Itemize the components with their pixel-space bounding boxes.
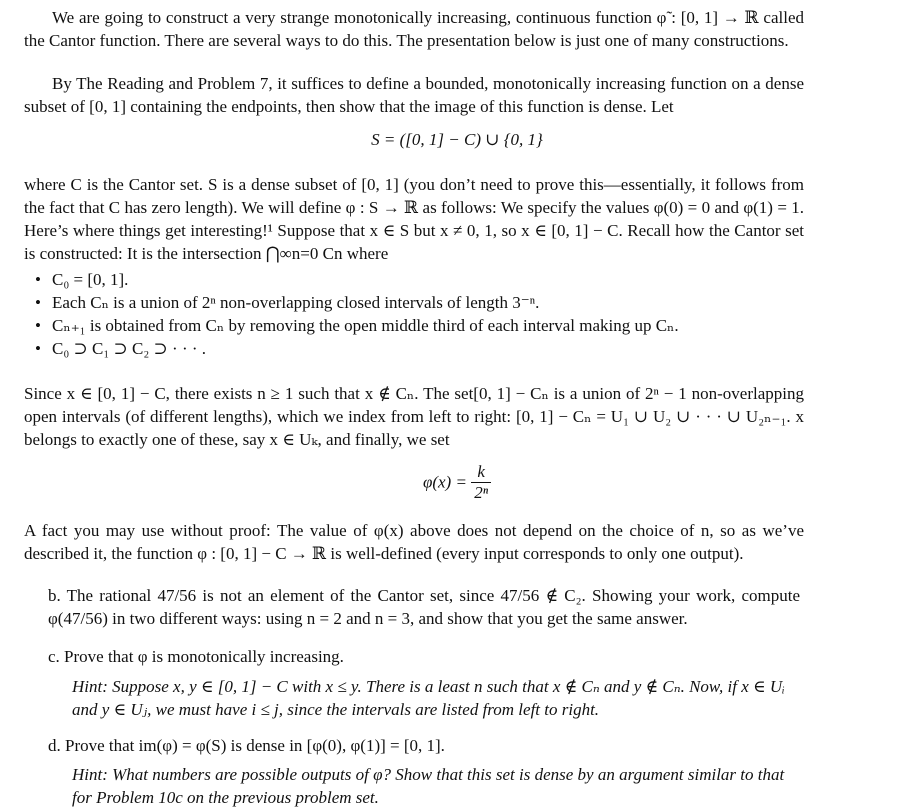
hint-d: Hint: What numbers are possible outputs of φ? Show that this set is dense by an argument similar to that for Problem 10c on the previous problem set. bbox=[72, 765, 785, 807]
since-paragraph: Since x ∈ [0, 1] − C, there exists n ≥ 1 such that x ∉ Cₙ. The set[0, 1] − Cₙ is a union of 2ⁿ − 1 non-overlapping open intervals (of different lengths), which we index from left to right: [0, 1] − Cₙ = U₁ ∪ U₂ ∪ · · · ∪ U₂ₙ₋₁. x belongs to exactly one of these, say x ∈ Uₖ, and finally, we set bbox=[24, 384, 804, 449]
bullet-text: C₀ ⊃ C₁ ⊃ C₂ ⊃ · · · . bbox=[52, 339, 207, 358]
bullet-item bbox=[35, 291, 792, 314]
bullet-text: Cₙ₊₁ is obtained from Cₙ by removing the open middle third of each interval making up Cₙ. bbox=[52, 316, 679, 335]
fact-paragraph: A fact you may use without proof: The value of φ(x) above does not depend on the choice of n, so as we’ve described it, the function φ : [0, 1] − C → ℝ is well-defined (every input corresponds to only one output). bbox=[24, 521, 804, 563]
phi-eq-denominator: 2ⁿ bbox=[474, 483, 489, 502]
phi-eq-numerator: k bbox=[471, 462, 491, 483]
bullet-item bbox=[35, 314, 792, 337]
bullet-dot: • bbox=[35, 293, 41, 312]
bullet-dot: • bbox=[35, 316, 41, 335]
bullet-item bbox=[35, 337, 792, 360]
bullet-text: Each Cₙ is a union of 2ⁿ non-overlapping closed intervals of length 3⁻ⁿ. bbox=[52, 293, 540, 312]
phi-definition-equation bbox=[0, 462, 914, 503]
intro-paragraph: We are going to construct a very strange monotonically increasing, continuous function φ̃ : [0, 1] → ℝ called the Cantor function. There are several ways to do this. The presentation below is just one of many constructions. bbox=[24, 8, 804, 50]
hint-c: Hint: Suppose x, y ∈ [0, 1] − C with x ≤ y. There is a least n such that x ∉ Cₙ and y ∉ Cₙ. Now, if x ∈ Uᵢ and y ∈ Uⱼ, we must have i ≤ j, since the intervals are listed from left to right. bbox=[72, 677, 785, 719]
bullet-item bbox=[35, 268, 792, 291]
part-b: b. The rational 47/56 is not an element of the Cantor set, since 47/56 ∉ C₂. Showing your work, compute φ(47/56) in two different ways: using n = 2 and n = 3, and show that you get the same answer. bbox=[48, 586, 800, 628]
phi-eq-lhs: φ(x) = bbox=[422, 472, 467, 492]
bullet-text: C₀ = [0, 1]. bbox=[52, 270, 129, 289]
part-d: d. Prove that im(φ) = φ(S) is dense in [φ(0), φ(1)] = [0, 1]. bbox=[48, 736, 445, 755]
cantor-paragraph: where C is the Cantor set. S is a dense subset of [0, 1] (you don’t need to prove this—essentially, it follows from the fact that C has zero length). We will define φ : S → ℝ as follows: We specify the values φ(0) = 0 and φ(1) = 1. Here’s where things get interesting!¹ Suppose that x ∈ S but x ≠ 0, 1, so x ∈ [0, 1] − C. Recall how the Cantor set is constructed: It is the intersection ⋂∞n=0 Cn where bbox=[24, 175, 804, 263]
part-c: c. Prove that φ is monotonically increasing. bbox=[48, 647, 344, 666]
bullet-dot: • bbox=[35, 339, 41, 358]
bullet-dot: • bbox=[35, 270, 41, 289]
phi-eq-fraction bbox=[471, 462, 491, 503]
reading-paragraph: By The Reading and Problem 7, it suffices to define a bounded, monotonically increasing function on a dense subset of [0, 1] containing the endpoints, then show that the image of this function is dense. Let bbox=[24, 74, 804, 116]
set-definition-equation: S = ([0, 1] − C) ∪ {0, 1} bbox=[371, 130, 543, 149]
